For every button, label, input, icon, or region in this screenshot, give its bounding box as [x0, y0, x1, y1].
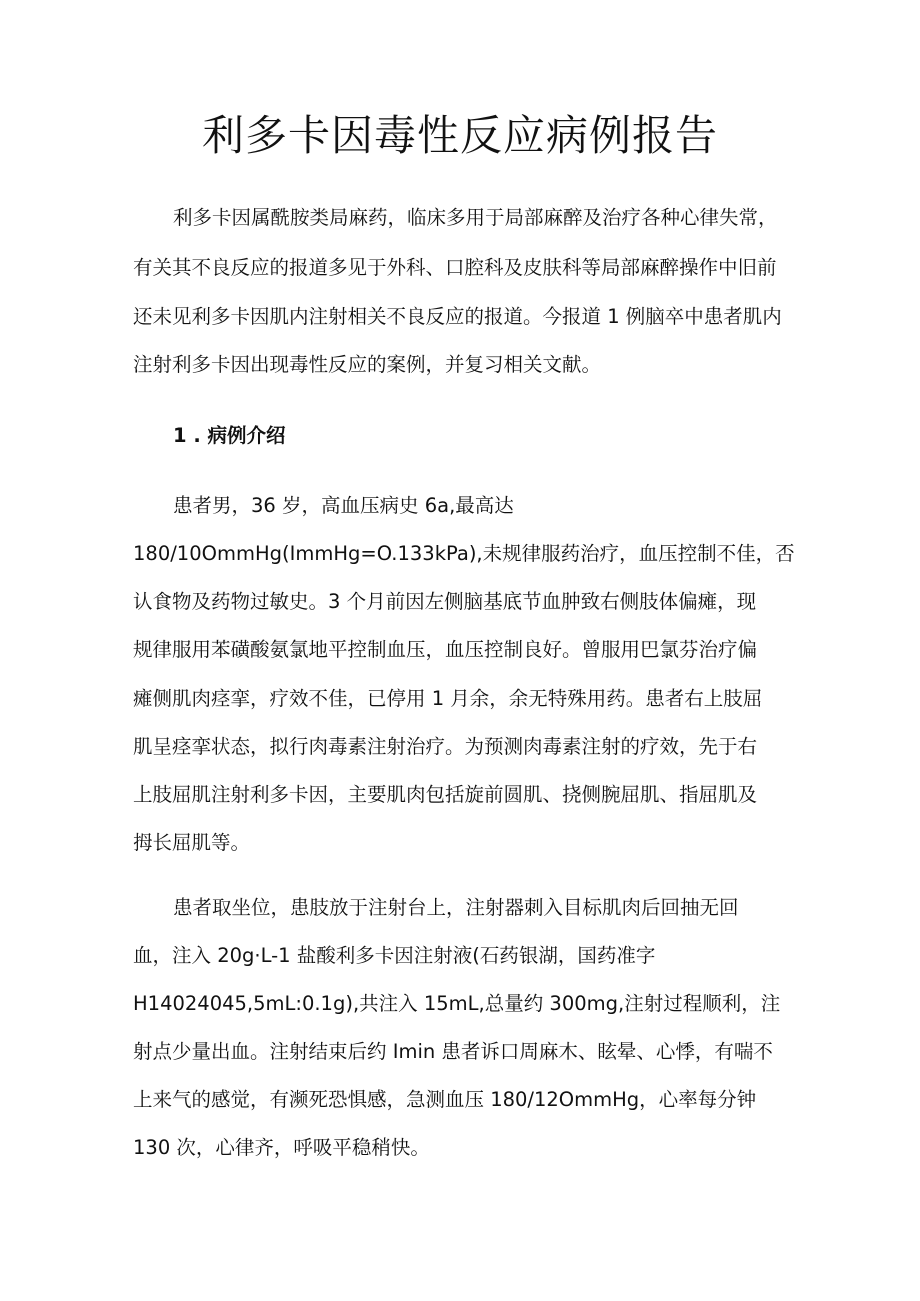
text-line: 上来气的感觉，有濒死恐惧感，急测血压 180/12OmmHg，心率每分钟	[133, 1088, 757, 1111]
text-line: 拇长屈肌等。	[133, 831, 251, 854]
text-line: 130 次，心律齐，呼吸平稳稍快。	[133, 1136, 430, 1159]
text-line: 瘫侧肌肉痉挛，疗效不佳，已停用 1 月余，余无特殊用药。患者右上肢屈	[133, 687, 763, 710]
text-line: 血，注入 20g·L-1 盐酸利多卡因注射液(石药银湖，国药准字	[133, 944, 656, 967]
section-heading: 1 . 病例介绍	[173, 424, 286, 447]
text-line: 利多卡因属酰胺类局麻药，临床多用于局部麻醉及治疗各种心律失常，	[173, 206, 778, 229]
text-line: 有关其不良反应的报道多见于外科、口腔科及皮肤科等局部麻醉操作中旧前	[133, 256, 777, 279]
text-line: 肌呈痉挛状态，拟行肉毒素注射治疗。为预测肉毒素注射的疗效，先于右	[133, 735, 758, 758]
text-line: H14024045,5mL:0.1g),共注入 15mL,总量约 300mg,注射过程顺利，注	[133, 992, 781, 1015]
text-line: 患者取坐位，患肢放于注射台上，注射器刺入目标肌肉后回抽无回	[173, 896, 739, 919]
text-line: 还未见利多卡因肌内注射相关不良反应的报道。今报道 1 例脑卒中患者肌内	[133, 305, 782, 328]
text-line: 患者男，36 岁，高血压病史 6a,最高达	[173, 494, 514, 517]
text-line: 上肢屈肌注射利多卡因，主要肌肉包括旋前圆肌、挠侧腕屈肌、指屈肌及	[133, 783, 758, 806]
text-line: 180/10OmmHg(ImmHg=O.133kPa),未规律服药治疗，血压控制不佳，否	[133, 542, 795, 565]
text-line: 注射利多卡因出现毒性反应的案例，并复习相关文献。	[133, 353, 602, 376]
text-line: 射点少量出血。注射结束后约 Imin 患者诉口周麻木、眩晕、心悸，有喘不	[133, 1040, 773, 1063]
text-line: 规律服用苯磺酸氨氯地平控制血压，血压控制良好。曾服用巴氯芬治疗偏	[133, 638, 758, 661]
document-title: 利多卡因毒性反应病例报告	[201, 111, 718, 160]
text-line: 认食物及药物过敏史。3 个月前因左侧脑基底节血肿致右侧肢体偏瘫，现	[133, 590, 757, 613]
